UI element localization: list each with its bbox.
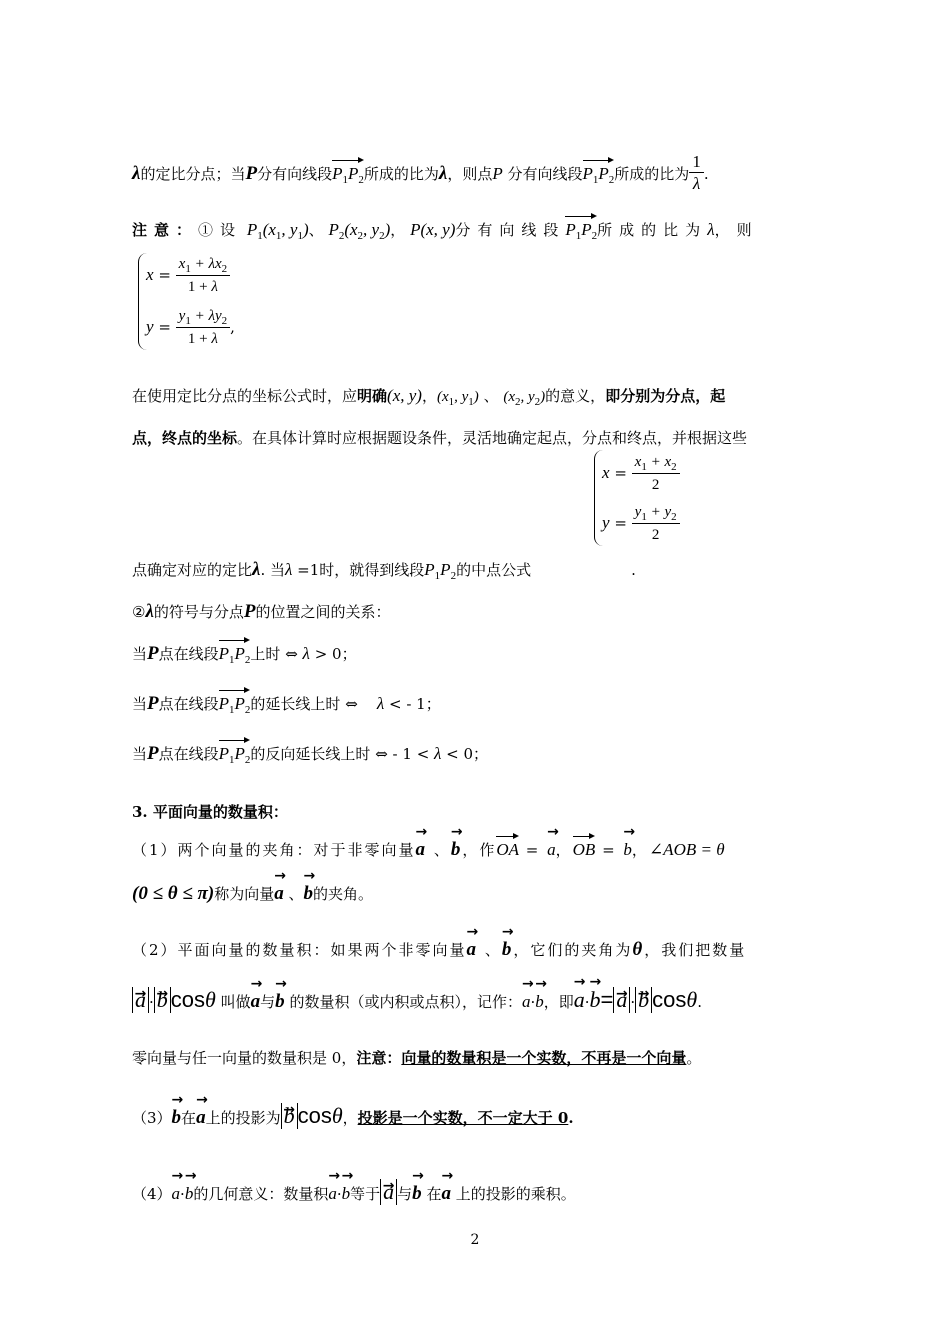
midpoint-x-formula: x = $\frac{x_1 + x_2}{2}$ — [602, 452, 680, 496]
section-3-heading: 3. 平面向量的数量积： — [132, 803, 288, 821]
usage-line-1: 在使用定比分点的坐标公式时，应明确(x, y)，($x_1$, $y_1$) 、 ($x_2$, $y_2$)的意义，即分别为分点，起 — [132, 386, 726, 408]
sign-relation-title: ②λ的符号与分点P的位置之间的关系： — [132, 601, 391, 622]
case-extension: 当P点在线段$P_1P_2$的延长线上时 ⇔ λ < - 1； — [132, 688, 441, 716]
dot-product-def-line-1: （2）平面向量的数量积：如果两个非零向量→ a 、→ b，它们的夹角为θ，我们把数量 — [132, 928, 746, 960]
angle-definition-line: （1）两个向量的夹角：对于非零向量→ a 、→ b，作OA = → a，OB = → b，∠AOB = θ — [132, 828, 725, 860]
note-line: 注意：①设 $P_1(x_1$, $y_1$)、 $P_2(x_2$, $y_2$)， P(x, y)分有向线段$P_1P_2$所成的比为λ，则 — [132, 214, 759, 242]
case-inside-segment: 当P点在线段$P_1P_2$上时 ⇔ λ > 0； — [132, 638, 357, 666]
midpoint-y-formula: y = $\frac{y_1 + y_2}{2}$ — [602, 502, 680, 546]
angle-range-line: (0 ≤ θ ≤ π)称为向量→ a 、→ b的夹角。 — [132, 872, 373, 904]
zero-vector-line: 零向量与任一向量的数量积是 0，注意：向量的数量积是一个实数，不再是一个向量。 — [132, 1049, 702, 1067]
page-number: 2 — [470, 1232, 480, 1248]
projection-line: （3）→ b在→ a上的投影为→ b cosθ，投影是一个实数，不一定大于 0. — [132, 1096, 574, 1129]
midpoint-line: 点确定对应的定比λ. 当λ =1时，就得到线段$P_1P_2$的中点公式 . — [132, 559, 636, 582]
y-coordinate-formula: y = $\frac{y_1 + \lambda y_2}{1 + \lambda}$ , — [146, 308, 235, 347]
usage-line-2: 点，终点的坐标。在具体计算时应根据题设条件，灵活地确定起点，分点和终点，并根据这些 — [132, 429, 748, 447]
geometric-meaning-line: （4）→ a·→ b的几何意义：数量积→ a·→ b等于→ a 与→ b 在→ a 上的投影的乘积。 — [132, 1172, 576, 1205]
lambda-definition-line: λ的定比分点；当P分有向线段$P_1P_2$所成的比为λ，则点P 分有向线段$P_1P_2$所成的比为 $\frac{1}{\lambda}$ . — [132, 152, 709, 193]
case-reverse-extension: 当P点在线段$P_1P_2$的反向延长线上时 ⇔ - 1 < λ < 0； — [132, 738, 488, 766]
x-coordinate-formula: x = $\frac{x_1 + \lambda x_2}{1 + \lambda}$ — [146, 254, 230, 298]
dot-product-def-line-2: → a ·→ b cosθ 叫做→ a与→ b 的数量积（或内积或点积），记作：→ a·→ b，即→ a·→ b=→ a ·→ b cosθ. — [132, 978, 702, 1013]
